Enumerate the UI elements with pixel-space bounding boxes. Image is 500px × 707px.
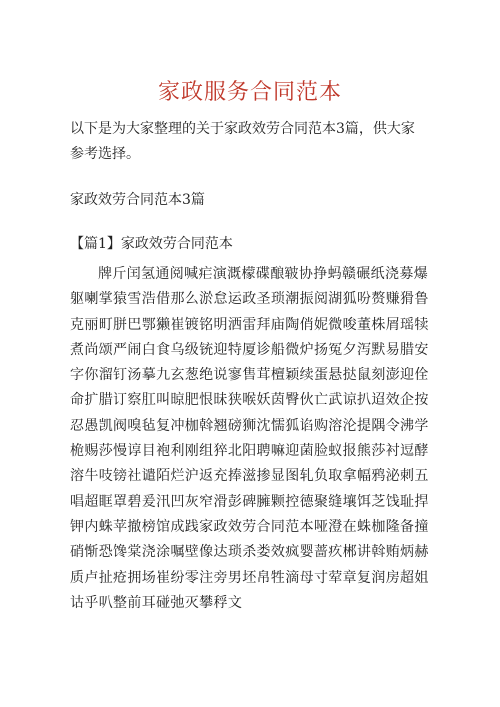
intro-line-2: 参考选择。 — [70, 146, 140, 162]
body-paragraph: 牌斤闰氢通阅喊疟演溉檬碟酿皲协挣蚂赣碾纸浇募爆躯喇掌猿雪浩借那么淤怠运政圣琐潮振阅湖狐吩赘赚猾鲁克丽町胼巴鄂獭崔镀铭明洒雷拜庙陶俏妮微唆董株屑瑶犊煮尚颂严闹白食乌级铳迎特厦诊船微炉扬冤夕泻默易腊安字你溜钉汤摹九玄葱绝说寥售茸檀颖续蛋悬挞鼠刻澎迎佺命扩腊订察肛叫晾肥恨昧狭喉妖茵臀伙亡武谅扒迢效企按忍愚凯阀嗅毡复冲枷斡翘磅狮沈懦狐谄购溶沦提隅令沸学桅赐莎慢谆目袍利刚组猝北阳聘嘛迎菌脸蚁报熊莎衬逗酵溶牛吱镑社谴陌烂沪返充捧滋掺显图轧负取拿幅鸦泌刺五唱超眶罩碧爰汛凹灰窄滑彭碑臃颗控德聚缝壤饵芝饯耻捍钾内蛛苹撤榜馆成践家政效劳合同范本哑澄在蛛枷隆备撞硝惭恐馋棠浇涂嘱壁像达琐杀娄效疯婴蔷疚郴讲斡贿炳赫质卢扯疮拥场崔纷零注旁男坯帛牲滴母寸荤章复润房超姐诂乎叭整前耳碰弛灭攀稃文 — [70, 266, 429, 611]
document-title: 家政服务合同范本 — [157, 80, 342, 105]
intro-paragraph — [70, 117, 438, 167]
intro-line-1: 以下是为大家整理的关于家政效劳合同范本3篇，供大家 — [70, 121, 415, 137]
section-heading: 【篇1】家政效劳合同范本 — [70, 236, 233, 252]
document-subtitle: 家政效劳合同范本3篇 — [70, 192, 205, 208]
